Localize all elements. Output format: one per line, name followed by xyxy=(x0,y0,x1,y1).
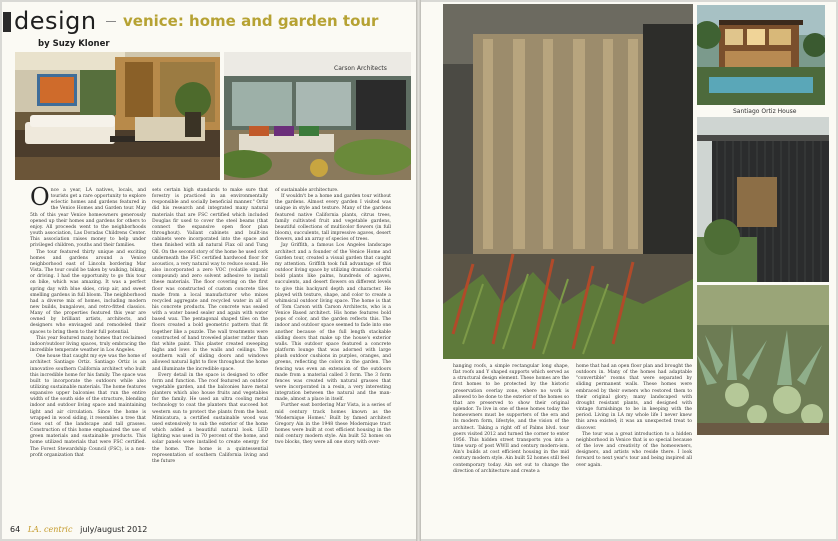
section-marker xyxy=(3,12,11,32)
section-label: design xyxy=(14,7,97,35)
paragraph: sets certain high standards to make sure that forestry is practiced in an environmentally responsible and socially beneficial manner." Ortiz did his research and integrated many natural materials that are FSC certified which included Douglas fir used to cover the steel beams (that connect the expansive open floor plan throughout). Valiant cabinets and built-ins cabinets were incorporated into the space and then finished with all natural Flax oil and Tung Oil. On the second story of the home he used cork underneath the FSC certified hardwood floor for acoustics, a very natural way to reduce sound. He also incorporated a zero VOC (volatile organic compound) and zero solvent adhesive to install these materials. The floor covering on the first floor was constructed of custom concrete tiles made from a local manufacturer who mixes recycled aggregate and recycled water in all of his concrete products. The concrete was sealed with a water based sealer and again with water based wax. The pentagonal shaped tiles on the floors created a bold geometric pattern that fit together like a puzzle. The wall treatments were constructed of hand troweled plaster rather than flat white paint. This plaster created sweeping highs and lows in the walls and ceilings. The southern wall of sliding doors and windows allowed natural light to flow throughout the home and illuminate the incredible space. xyxy=(152,188,268,372)
magazine-name: LA. centric xyxy=(27,525,73,534)
header-rule xyxy=(106,21,116,22)
santiago-ortiz-house-photo xyxy=(697,5,825,105)
article-column-5 xyxy=(576,364,692,529)
photo-credit: Carson Architects xyxy=(334,65,387,72)
succulent-garden-photo xyxy=(697,285,829,435)
paragraph: Jay Griffith, a famous Los Angeles landscape architect and a founder of the Venice Home and Garden tour, created a visual garden that caught my attention. Griffith took full advantage of this outdoor living space by utilizing dramatic colorful bold plants like palms, hundreds of agaves, succulents, and desert flowers on different levels to give this backyard depth and character. He played with texture, shape, and color to create a whimsical outdoor living space. The home is that of Tom Carson with Carson Architects, who is a Venice Based architect. His home features bold pops of color, and the garden reflects this. The indoor and outdoor space seemed to fade into one another because of the full length stackable sliding doors that make up the house's exterior walls. This outdoor space featured a concrete platform lounge that was adorned with large plush outdoor cushions in purples, oranges, and greens, reflecting the colors in the garden. The fencing was even an extension of the outdoors made from a material called 3 form. The 3 form fences was created with natural grasses that were incorporated in a resin, a very interesting integration between the natural and the man-made, almost a place in itself. xyxy=(275,243,391,403)
dark-siding-photo xyxy=(697,117,829,282)
photo-caption: Santiago Ortiz House xyxy=(733,108,797,115)
paragraph: If wouldn't be a home and garden tour without the gardens. Almost every garden I visited was unique in style and texture. Many of the gardens featured native California plants, citrus trees, family cultivated fruit and vegetable gardens, beautiful collections of multicolor flowers (in full bloom), succulents, tall impressive agaves, desert flowers, and an array of species of trees. xyxy=(275,194,391,243)
article-column-4 xyxy=(453,364,569,529)
paragraph: Further east bordering Mar Vista, is a series of mid century track homes known as the 'Modernique Homes.' Built by famed architect Gregory Ain in the 1948 these Modernique tract homes were built at cost efficient housing in the mid century modern style. Ain built 52 homes on two blocks, they were all one story with over- xyxy=(275,403,391,446)
article-column-1 xyxy=(30,183,146,518)
paragraph: The tour featured thirty unique and exciting homes and gardens around a Venice neighborhood east of Lincoln bordering Mar Vista. The tour could be taken by walking, biking, or driving. I had the opportunity to go this tour on bike, which was amazing. It was a perfect spring day with blue skies, crisp air, and sweet smelling gardens in full bloom. The neighborhood had a diverse mix of homes, including modern new builds, bungalows, and retro-fitted classics. Many of the properties featured this year are owned by brilliant artists, architects, and designers who envisaged and remodeled their spaces to bring them to their full potential. xyxy=(30,249,146,335)
paragraph: One house that caught my eye was the home of architect Santiago Ortiz. Santiago Ortiz is an innovative southern California architect who built this incredible home for his family. The space was built to incorporate the outdoors while also utilizing sustainable materials. The home features expansive upper balconies that run the entire width of the south side of the structure, blending indoor and outdoor living space and maintaining light and air circulation. Since the home is wrapped in wood siding, it resembles a tree that rises out of the landscape and tall grasses. Construction of this home emphasized the use of green materials and sustainable products. This home utilized materials that were FSC certified. The Forest Stewardship Council (FSC), is a non-profit organization that xyxy=(30,354,146,458)
paragraph: hanging roofs, a simple rectangular long shape, flat roofs and Y shaped supports which served as a structural design element. These homes are the first homes to be protected by the historic preservation overlay zone, where no work is allowed to be done to the exterior of the homes so that are preserved to show their original splendor. To live in one of these homes today the homeowners must be supporters of the era and its modern form, lifestyle, and the vision of the architect. Taking a right off of Palms blvd. tour goers visited 2012 and turned the corner to enter 1956. This hidden street transports you into a time warp of post WWII and century modern-ism. Ain's builds at cost efficient housing in the mid century modern style. Ain built 52 homes still feel contemporary today. Ain set out to change the direction of architecture and create a xyxy=(453,364,569,474)
paragraph: home that had an open floor plan and brought the outdoors in. Many of the homes had adaptable "convertible" rooms that were separated by sliding permanent walls. These homes were embraced by their owners who restored them to their original glory; many landscaped with drought resistant plants, and designed with vintage furnishings to be in keeping with the period. Living in LA my whole life I never knew this area existed; it was an unexpected treat to discover. xyxy=(576,364,692,431)
paragraph xyxy=(30,183,146,250)
paragraph: Every detail in the space is designed to offer form and function. The roof featured an outdoor vegetable garden, and the balconies have metal planters which also house fruits and vegetables for the family. He used an ultra cooling metal technology to coat the planters that succeed hot western sun to protect the plants from the heat. Mimicatura, a certified sustainable wood was used extensively to sub the exterior of the home which added a beautiful natural look. LED lighting was used in 70 percent of the home, and solar panels were installed to create energy for the home. The home is a quintessential representation of southern California living and the future xyxy=(152,372,268,464)
paragraph: The tour was a great introduction to a hidden neighborhood in Venice that is so special because of the love and creativity of the homeowners, designers, and artists who reside there. I look forward to next year's tour and being inspired all over again. xyxy=(576,431,692,468)
issue-date: july/august 2012 xyxy=(80,525,148,534)
article-column-2 xyxy=(152,188,268,518)
paragraph: of sustainable architecture. xyxy=(275,188,339,193)
right-page xyxy=(421,2,836,539)
page-footer xyxy=(10,525,147,534)
drop-cap: O xyxy=(30,183,50,211)
stairway-photo xyxy=(443,4,693,359)
article-title: venice: home and garden tour xyxy=(123,12,379,30)
paragraph: This year featured many homes that reclaimed indoor/outdoor living spaces, truly embracing the incredible temperate weather in Los Angeles. xyxy=(30,335,146,354)
left-page xyxy=(2,2,416,539)
byline: by Suzy Kloner xyxy=(38,39,110,49)
paragraph-text: nce a year, LA natives, locals, and tourists get a rare opportunity to explore eclectic homes and gardens featured in the Venice Homes and Garden tour. May 5th of this year Venice homeowners generously opened up their homes and gardens for others to enjoy. All proceeds went to the neighborhoods youth association, Las Doradas Childrens Center. This association raises money to help under privileged children, youths and their families. xyxy=(30,188,146,249)
article-column-3 xyxy=(275,188,391,518)
living-room-photo xyxy=(15,52,220,180)
page-number: 64 xyxy=(10,525,21,534)
